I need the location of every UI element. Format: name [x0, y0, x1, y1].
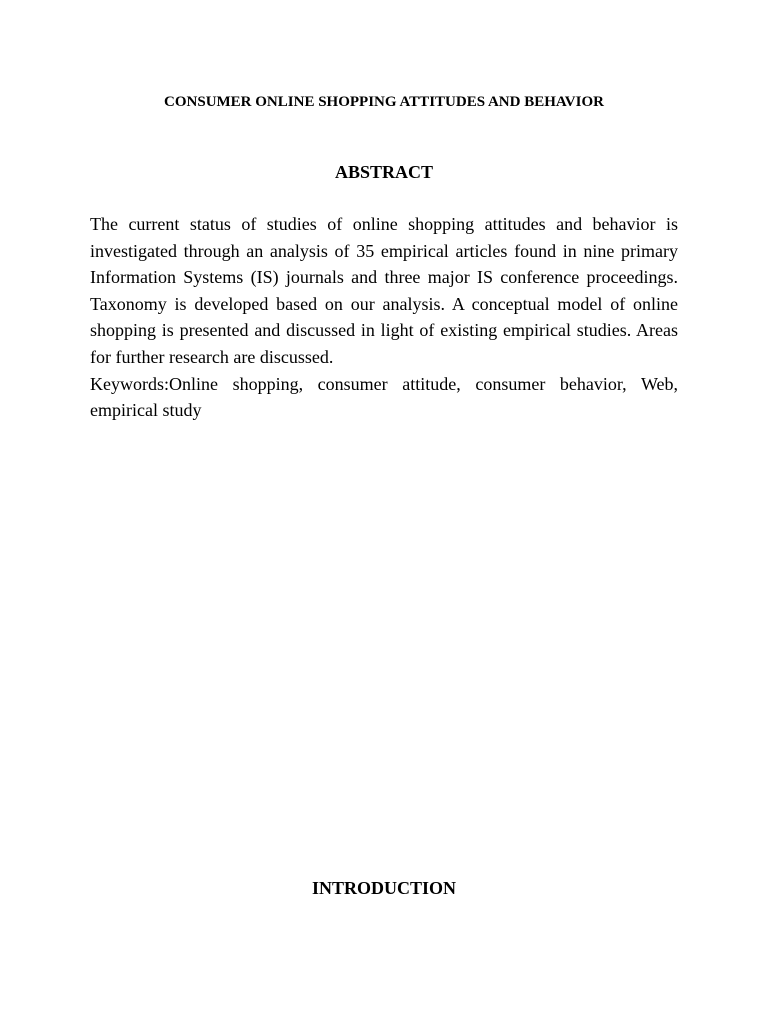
- abstract-section: [90, 211, 678, 424]
- introduction-heading: INTRODUCTION: [311, 878, 457, 898]
- abstract-paragraph: The current status of studies of online shopping attitudes and behavior is investigated through an analysis of 35 empirical articles found in nine primary Information Systems (IS) journals and three major IS conference proceedings. Taxonomy is developed based on our analysis. A conceptual model of online shopping is presented and discussed in light of existing empirical studies. Areas for further research are discussed.: [90, 214, 678, 367]
- abstract-heading: ABSTRACT: [334, 162, 434, 182]
- paper-title: CONSUMER ONLINE SHOPPING ATTITUDES AND BEHAVIOR: [164, 94, 604, 110]
- keywords-line: Keywords:Online shopping, consumer attitude, consumer behavior, Web, empirical study: [90, 373, 678, 421]
